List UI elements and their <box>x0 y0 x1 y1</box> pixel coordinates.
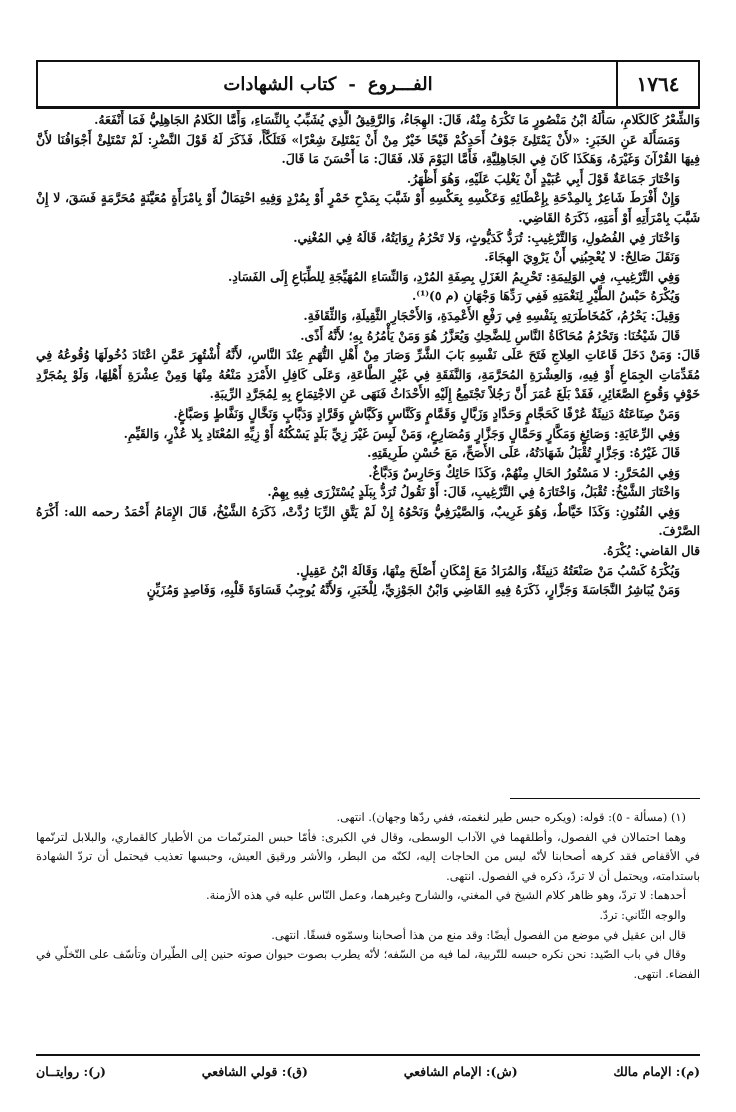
footnote-paragraph: وقال في باب الصّيد: نحن نكره حبسه للتّربية، لما فيه من السّفه؛ لأنّه يطرب بصوت حيوان صوته حنين إلى الطّيران وتأسّف على التّخلّي في الفضاء. انتهى. <box>36 947 700 981</box>
main-paragraph: وَقِيلَ: يَحْرُمُ، كَمُخَاطَرَتِهِ بِنَفْسِهِ فِي رَفْعِ الأَعْمِدَةِ، وَالأَحْجَارِ الثَّقِيلَةِ، وَالثِّقَافَةِ. <box>303 307 680 323</box>
main-paragraph: وَنَقَلَ صَالِحٌ: لا يُعْجِبُنِي أَنْ يَرْوِيَ الهِجَاءَ. <box>484 249 680 265</box>
running-title-separator: - <box>348 73 356 95</box>
book-page <box>36 60 700 1090</box>
main-paragraph: وَفِي المُحَرَّرِ: لا مَسْتُورُ الحَالِ مِنْهُمْ، وَكَذَا حَائِكٌ وَحَارِسٌ وَدَبَّاغٌ. <box>368 464 680 480</box>
main-paragraph: وَاخْتَارَ الشَّيْخُ: تُقْبَلُ، وَاخْتَارَهُ فِي التَّرْغِيبِ، قَالَ: أَوْ نَقُولُ تُرَدُّ بِبَلَدٍ يُسْتَزْرَى فِيهِ بِهِمْ. <box>267 484 680 500</box>
page-header <box>36 60 700 109</box>
footnote-paragraph: وهما احتمالان في الفصول، وأطلقهما في الآداب الوسطى، وقال في الكبرى: فأمّا حبس المترنّمات من الأطيار كالقماري، والبلابل لترنّمها في الأقفاص فقد كرهه أصحابنا لأنّه ليس من الحاجات إليه، لكنّه من البطر، والأشر ورقيق العيش، وحبسها تعذيب فيحتمل أن تردّ الشهادة باستدامته، ويحتمل أن لا تردّ، ذكره في الفصول. انتهى. <box>36 829 700 883</box>
main-paragraph: وَالشِّعْرُ كَالكَلامِ، سَأَلَهُ ابْنُ مَنْصُورٍ مَا تَكْرَهُ مِنْهُ، قَالَ: الهِجَاءُ، وَالرَّقِيقُ الَّذِي يُشَبِّبُ بِالنِّسَاءِ، وَأَمَّا الكَلامُ الجَاهِلِيُّ فَمَا أَنْفَعَهُ. <box>94 112 700 127</box>
footnotes <box>36 808 700 1050</box>
main-paragraph: وَفِي الفُنُونِ: وَكَذَا خَيَّاطٌ، وَهُوَ غَرِيبٌ، وَالصَّيْرَفِيُّ وَنَحْوُهُ إِنْ لَمْ يَتَّقِ الرِّبَا رُدَّتْ، ذَكَرَهُ الشَّيْخُ، قَالَ الإِمَامُ أَحْمَدُ رحمه الله: أَكْرَهُ الصَّرْفَ. <box>36 503 700 539</box>
page-number: ١٧٦٤ <box>616 62 698 106</box>
main-paragraph: قَالَ: وَمَنْ دَخَلَ قَاعَاتِ العِلاجِ فَتَحَ عَلَى نَفْسِهِ بَابَ الشَّرِّ وَصَارَ مِنْ أَهْلِ التُّهَمِ عِنْدَ النَّاسِ، لأَنَّهُ أُشْتُهِرَ عَمَّنِ اعْتَادَ دُخُولَهَا وُقُوعُهُ فِي مُقَدِّمَاتِ الجِمَاعِ أَوْ فِيهِ، وَالعِشْرَةِ المُحَرَّمَةِ، وَالنَّفَقَةِ فِي غَيْرِ الطَّاعَةِ، وَعَلَى كَافِلِ الأَمْرَدِ مَنْعُهُ مِنْهَا وَمِنْ عِشْرَةِ أَهْلِهَا، وَلَوْ بِمُجَرَّدِ خَوْفٍ وَقُوعِ الصَّغَائِرِ، فَقَدْ بَلَغَ عُمَرَ أَنَّ رَجُلاً تَجْتَمِعُ إِلَيْهِ الأَحْدَاثُ فَنَهَى عَنِ الاجْتِمَاعِ بِهِ لِمُجَرَّدِ الرِّيبَةِ. <box>36 347 700 402</box>
main-paragraph: قَالَ شَيْخُنَا: وَتَحْرُمُ مُحَاكَاةُ النَّاسِ لِلضَّحِكِ وَيُعَزَّرُ هُوَ وَمَنْ يَأْمُرُهُ بِهِ؛ لأَنَّهُ أَذًى. <box>300 327 680 343</box>
main-paragraph: وَاخْتَارَ فِي الفُصُولِ، وَالتَّرْغِيبِ: تُرَدُّ كَدَيُّوثٍ، وَلا تَحْرُمُ رِوَايَتُهُ، قَالَهُ فِي المُغْنِي. <box>293 229 680 245</box>
main-paragraph: قَالَ غَيْرُهُ: وَجَزَّارٍ تُقْبَلُ شَهَادَتُهُ، عَلَى الأَصَحِّ، مَعَ حُسْنِ طَرِيقَتِهِ. <box>367 445 680 461</box>
running-title <box>38 62 618 106</box>
main-paragraph: وَمَنْ يُبَاشِرُ النَّجَاسَةَ وَجَزَّارٍ، ذَكَرَهُ فِيهِ القَاضِي وَابْنُ الجَوْزِيِّ، لِلْخَبَرِ، وَلأَنَّهُ يُوجِبُ قَسَاوَةَ قَلْبِهِ، وَفَاصِدٍ وَمُزَيِّنٍ <box>146 582 680 598</box>
legend-malik: (م): الإمام مالك <box>613 1063 700 1079</box>
main-paragraph: وَيُكْرَهُ كَسْبُ مَنْ صَنْعَتُهُ دَنِيئَةٌ، وَالمُرَادُ مَعَ إِمْكَانِ أَصْلَحَ مِنْهَا، وَقَالَهُ ابْنُ عَقِيلٍ. <box>296 562 680 578</box>
footnote-paragraph: قال ابن عقيل في موضع من الفصول أيضًا: وقد منع من هذا أصحابنا وسمّوه فسقًا. انتهى. <box>271 927 686 942</box>
main-paragraph: وَفِي التَّرْغِيبِ، فِي الوَلِيمَةِ: تَحْرِيمُ الغَزَلِ بِصِفَةِ المُرْدِ، وَالنِّسَاءِ المُهَيِّجَةِ لِلطِّبَاعِ إِلَى الفَسَادِ. <box>227 268 680 284</box>
main-paragraph: وَفِي الرِّعَايَةِ: وَصَائِغٍ وَمَكَّارٍ وَحَمَّالٍ وَجَزَّارٍ وَمُصَارِعٍ، وَمَنْ لَبِسَ غَيْرَ زِيِّ بَلَدٍ يَسْكُنُهُ أَوْ زِيِّهِ المُعْتَادِ بِلا عُذْرٍ، وَالقَيِّمِ. <box>123 425 680 441</box>
footnote-paragraph: والوجه الثّاني: تردّ. <box>599 907 686 922</box>
main-paragraph: قال القاضي: يُكْرَهُ. <box>602 543 700 559</box>
main-paragraph: وَيُكْرَهُ حَبْسُ الطَّيْرِ لِنَغْمَتِهِ فَفِي رَدِّهَا وَجْهَانِ (م ٥)⁽¹⁾. <box>411 288 680 304</box>
running-title-part: الفـــروع <box>367 73 433 95</box>
footnote-paragraph: (١) (مسألة - ٥): قوله: (ويكره حبس طير لنغمته، ففي ردّها وجهان). انتهى. <box>336 810 686 824</box>
main-paragraph: وَإِنْ أَفْرَطَ شَاعِرٌ بِالمِدْحَةِ بِإِعْطَائِهِ وَعَكْسِهِ بِعَكْسِهِ أَوْ شَبَّبَ بِمَدْحِ خَمْرٍ أَوْ بِمُرْدٍ وَفِيهِ احْتِمَالٌ أَوْ بِامْرَأَةٍ مُعَيَّنَةٍ مُحَرَّمَةٍ فَسَقَ، لا إِنْ شَبَّبَ بِامْرَأَتِهِ أَوْ أَمَتِهِ، ذَكَرَهُ القَاضِي. <box>36 190 700 225</box>
legend-shafii-two-opinions: (ق): قولي الشافعي <box>201 1063 308 1079</box>
main-paragraph: وَاخْتَارَ جَمَاعَةٌ قَوْلَ أَبِي عُبَيْدٍ أَنْ يَغْلِبَ عَلَيْهِ، وَهُوَ أَظْهَرُ. <box>406 170 680 186</box>
main-paragraph: وَمَسَأَلَة عَنِ الخَبَرِ: «لأَنْ يَمْتَلِئَ جَوْفُ أَحَدِكُمْ قَيْحًا خَيْرٌ مِنْ أَنْ يَمْتَلِئَ شِعْرًا» فَتَلَكَّأَ، فَذَكَرَ لَهُ قَوْلَ النَّضْرِ: لَمْ تَمْتَلِئْ أَجْوَافُنَا لأَنَّ فِيهَا القُرْآنَ وَغَيْرَهُ، وَهَكَذَا كَانَ فِي الجَاهِلِيَّةِ، فَأَمَّا اليَوْمَ فَلا، فَقَالَ: مَا أَحْسَنَ مَا قَالَ. <box>36 131 700 167</box>
abbreviation-legend <box>36 1054 700 1086</box>
legend-two-narrations: (ر): روايتــان <box>36 1063 106 1079</box>
legend-shafii: (ش): الإمام الشافعي <box>403 1063 518 1079</box>
footnote-paragraph: أحدهما: لا تردّ، وهو ظاهر كلام الشيخ في المغني، والشارح وغيرهما، وعمل النّاس عليه في هذه الأزمنة. <box>206 888 686 903</box>
running-title-book: كتاب الشهادات <box>223 73 337 95</box>
main-paragraph: وَمَنْ صِنَاعَتُهُ دَنِيئَةٌ عُرْفًا كَحَجَّامٍ وَحَدَّادٍ وَزَبَّالٍ وَقَمَّامٍ وَكَنَّاسٍ وَكَبَّاشٍ وَقَرَّادٍ وَدَبَّابٍ وَنَخَّالٍ وَنَفَّاطٍ وَصَبَّاغٍ. <box>173 405 680 421</box>
footnote-separator <box>510 798 700 799</box>
main-text <box>36 110 700 788</box>
